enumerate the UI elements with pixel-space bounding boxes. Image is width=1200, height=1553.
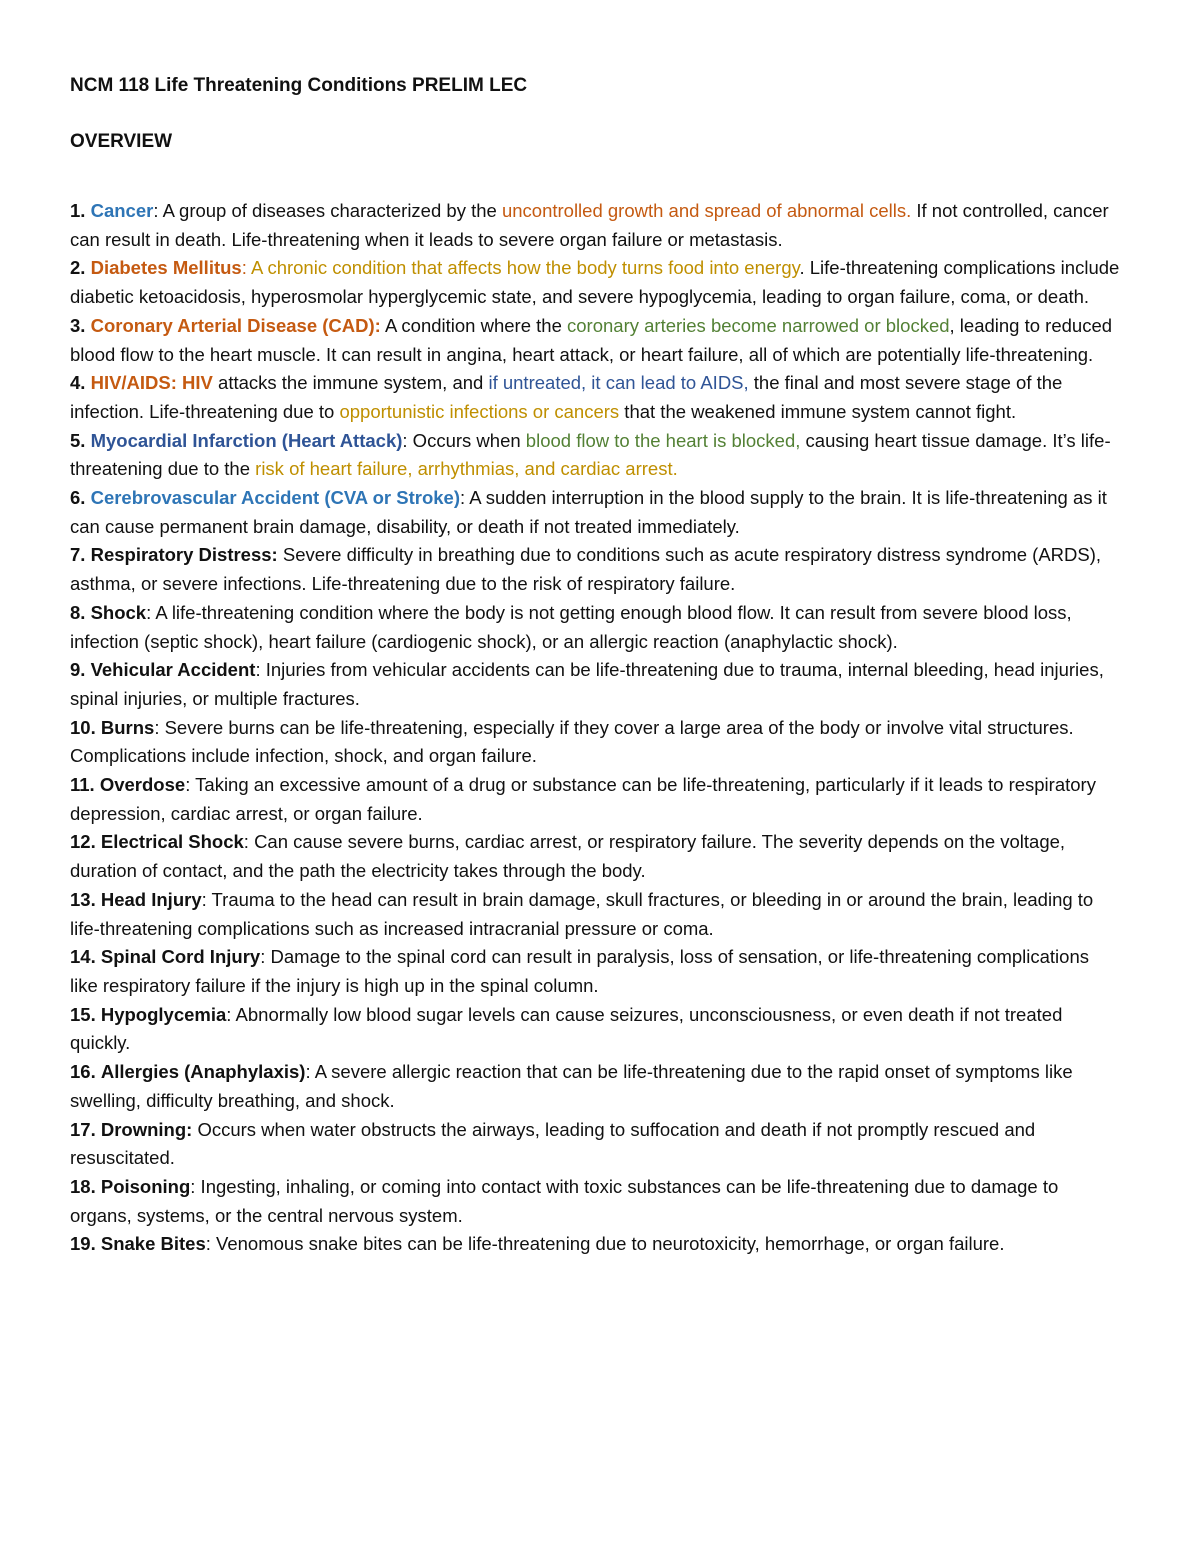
item-text: : A group of diseases characterized by the bbox=[153, 200, 502, 221]
item-number: 8. bbox=[70, 601, 86, 623]
item-number: 19. bbox=[70, 1233, 96, 1255]
item-term: Vehicular Accident bbox=[90, 659, 256, 681]
item-number: 2. bbox=[70, 257, 86, 279]
list-item-respiratory bbox=[70, 541, 1120, 598]
item-number: 11. bbox=[70, 774, 95, 796]
item-text: Occurs when water obstructs the airways, leading to suffocation and death if not promptly rescued and resuscitated. bbox=[70, 1118, 1036, 1169]
item-text: A chronic condition that affects how the body turns food into energy bbox=[250, 257, 800, 279]
item-text: If not controlled, cancer can result in death. Life-threatening when it leads to severe organ failure or metastasis. bbox=[70, 200, 1109, 250]
item-number: 17. bbox=[70, 1118, 96, 1140]
item-number: 4. bbox=[70, 372, 86, 394]
item-text: Severe difficulty in breathing due to conditions such as acute respiratory distress syndrome (ARDS), asthma, or severe infections. Life-threatening due to the risk of respiratory failure. bbox=[70, 544, 1102, 595]
item-number: 15. bbox=[70, 1003, 96, 1025]
list-item-head bbox=[70, 886, 1120, 943]
item-text: opportunistic infections or cancers bbox=[339, 400, 620, 422]
item-text: uncontrolled growth and spread of abnormal cells. bbox=[501, 200, 912, 221]
document-title: NCM 118 Life Threatening Conditions PRELIM LEC bbox=[70, 75, 528, 96]
list-item-burns bbox=[70, 714, 1120, 771]
item-text: : Taking an excessive amount of a drug or substance can be life-threatening, particularly if it leads to respiratory depression, cardiac arrest, or organ failure. bbox=[70, 774, 1096, 824]
item-text: : bbox=[241, 257, 251, 279]
item-term: Shock bbox=[90, 601, 147, 623]
item-term: Snake Bites bbox=[100, 1233, 206, 1255]
list-item-overdose bbox=[70, 771, 1120, 828]
item-term: Allergies (Anaphylaxis) bbox=[100, 1061, 306, 1083]
list-item-poisoning bbox=[70, 1173, 1120, 1230]
item-number: 6. bbox=[70, 487, 86, 509]
list-item-cad bbox=[70, 312, 1120, 369]
item-term: Respiratory Distress: bbox=[90, 544, 278, 566]
item-text: : Injuries from vehicular accidents can be life-threatening due to trauma, internal bleeding, head injuries, spinal injuries, or multiple fractures. bbox=[70, 659, 1104, 709]
item-term: Electrical Shock bbox=[100, 831, 244, 853]
item-term: Cerebrovascular Accident (CVA or Stroke) bbox=[90, 487, 460, 509]
item-term: Coronary Arterial Disease (CAD): bbox=[90, 314, 381, 336]
item-term: Hypoglycemia bbox=[100, 1003, 227, 1025]
item-number: 14. bbox=[70, 946, 96, 968]
list-item-allergies bbox=[70, 1058, 1120, 1115]
item-text: : Abnormally low blood sugar levels can cause seizures, unconsciousness, or even death if not treated quickly. bbox=[70, 1003, 1063, 1054]
list-item-spinal bbox=[70, 943, 1120, 1000]
item-text: : Ingesting, inhaling, or coming into contact with toxic substances can be life-threatening due to damage to organs, systems, or the central nervous system. bbox=[70, 1175, 1059, 1226]
item-term: Poisoning bbox=[100, 1175, 191, 1197]
list-item-shock bbox=[70, 599, 1120, 656]
item-text: : Damage to the spinal cord can result in paralysis, loss of sensation, or life-threatening complications like respiratory failure if the injury is high up in the spinal column. bbox=[70, 946, 1089, 996]
item-number: 13. bbox=[70, 888, 96, 910]
list-item-drowning bbox=[70, 1116, 1120, 1173]
item-number: 7. bbox=[70, 544, 86, 566]
list-item-snake bbox=[70, 1230, 1120, 1259]
list-item-vehicular bbox=[70, 656, 1120, 713]
conditions-list bbox=[70, 197, 1120, 1259]
item-number: 10. bbox=[70, 716, 96, 738]
item-text: . Life-threatening complications include diabetic ketoacidosis, hyperosmolar hyperglycemic state, and severe hypoglycemia, leading to organ failure, coma, or death. bbox=[70, 257, 1120, 308]
list-item-hiv bbox=[70, 369, 1120, 426]
list-item-mi bbox=[70, 427, 1120, 484]
item-text: : Trauma to the head can result in brain damage, skull fractures, or bleeding in or around the brain, leading to life-threatening complications such as increased intracranial pressure or coma. bbox=[70, 888, 1094, 939]
item-term: Burns bbox=[100, 716, 155, 738]
item-text: risk of heart failure, arrhythmias, and cardiac arrest. bbox=[255, 458, 678, 480]
item-number: 3. bbox=[70, 314, 86, 336]
item-text: blood flow to the heart is blocked, bbox=[525, 429, 801, 451]
item-term: Drowning: bbox=[100, 1118, 193, 1140]
list-item-cancer bbox=[70, 197, 1120, 254]
item-text: if untreated, it can lead to AIDS, bbox=[488, 372, 749, 394]
item-text: : A life-threatening condition where the body is not getting enough blood flow. It can result from severe blood loss, infection (septic shock), heart failure (cardiogenic shock), or an allergic reaction (anaphylactic shock). bbox=[70, 601, 1072, 652]
item-term: Spinal Cord Injury bbox=[100, 946, 261, 968]
list-item-hypoglycemia bbox=[70, 1001, 1120, 1058]
item-text: : A severe allergic reaction that can be life-threatening due to the rapid onset of symptoms like swelling, difficulty breathing, and shock. bbox=[70, 1061, 1073, 1111]
item-number: 5. bbox=[70, 429, 86, 451]
item-text: attacks the immune system, and bbox=[212, 372, 489, 394]
item-term: Myocardial Infarction (Heart Attack) bbox=[90, 429, 403, 451]
item-text: , leading to reduced blood flow to the heart muscle. It can result in angina, heart attack, or heart failure, all of which are potentially life-threatening. bbox=[70, 314, 1113, 365]
item-number: 12. bbox=[70, 831, 96, 853]
item-term: Head Injury bbox=[100, 888, 202, 910]
list-item-diabetes bbox=[70, 254, 1120, 311]
item-text: coronary arteries become narrowed or blocked bbox=[567, 314, 950, 336]
item-term: HIV/AIDS: HIV bbox=[90, 372, 213, 394]
item-text: A condition where the bbox=[380, 314, 567, 336]
item-text: : A sudden interruption in the blood supply to the brain. It is life-threatening as it can cause permanent brain damage, disability, or death if not treated immediately. bbox=[70, 487, 1107, 537]
item-term: Cancer bbox=[90, 200, 154, 221]
item-number: 16. bbox=[70, 1061, 96, 1083]
list-item-cva bbox=[70, 484, 1120, 541]
item-text: causing heart tissue damage. It’s life-threatening due to the bbox=[70, 429, 1111, 480]
item-number: 18. bbox=[70, 1175, 96, 1197]
item-number: 1. bbox=[70, 200, 86, 221]
item-text: the final and most severe stage of the infection. Life-threatening due to bbox=[70, 372, 1063, 422]
section-heading: OVERVIEW bbox=[70, 131, 173, 152]
item-text: that the weakened immune system cannot fight. bbox=[619, 400, 1017, 422]
item-term: Diabetes Mellitus bbox=[90, 257, 242, 279]
item-text: : Can cause severe burns, cardiac arrest, or respiratory failure. The severity depends on the voltage, duration of contact, and the path the electricity takes through the body. bbox=[70, 831, 1066, 882]
item-number: 9. bbox=[70, 659, 86, 681]
item-text: : Occurs when bbox=[402, 429, 526, 451]
item-text: : Venomous snake bites can be life-threatening due to neurotoxicity, hemorrhage, or organ failure. bbox=[205, 1233, 1005, 1255]
item-term: Overdose bbox=[99, 774, 186, 796]
item-text: : Severe burns can be life-threatening, especially if they cover a large area of the body or involve vital structures. Complications include infection, shock, and organ failure. bbox=[70, 716, 1074, 767]
list-item-electrical bbox=[70, 828, 1120, 885]
